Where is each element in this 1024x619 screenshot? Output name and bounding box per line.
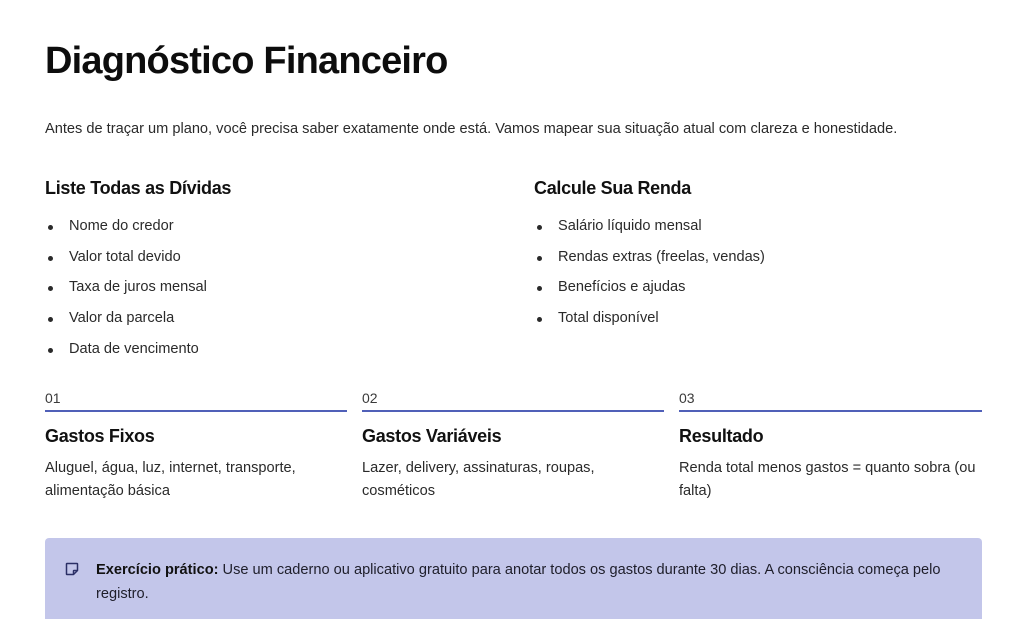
list-item bbox=[534, 218, 765, 249]
list-item bbox=[45, 341, 207, 372]
callout-text bbox=[96, 558, 956, 606]
list-item bbox=[45, 279, 207, 310]
step-divider bbox=[679, 410, 982, 412]
list-item bbox=[45, 249, 207, 280]
step-description: Renda total menos gastos = quanto sobra (ou falta) bbox=[679, 460, 976, 499]
list-item-label: Data de vencimento bbox=[69, 340, 199, 357]
step-number: 02 bbox=[362, 390, 378, 406]
bullet-icon bbox=[537, 286, 542, 291]
bullet-icon bbox=[537, 225, 542, 230]
callout-label: Exercício prático: bbox=[96, 562, 219, 578]
exercise-callout bbox=[45, 538, 982, 619]
debts-heading: Liste Todas as Dívidas bbox=[45, 178, 232, 198]
step-divider bbox=[362, 410, 664, 412]
step-description: Aluguel, água, luz, internet, transporte, alimentação básica bbox=[45, 460, 296, 499]
bullet-icon bbox=[48, 225, 53, 230]
step-title: Gastos Variáveis bbox=[362, 426, 502, 446]
list-item-label: Taxa de juros mensal bbox=[69, 279, 207, 296]
list-item bbox=[45, 310, 207, 341]
list-item-label: Salário líquido mensal bbox=[558, 218, 702, 234]
list-item bbox=[534, 249, 765, 280]
step-description: Lazer, delivery, assinaturas, roupas, cosméticos bbox=[362, 460, 595, 499]
list-item-label: Benefícios e ajudas bbox=[558, 279, 686, 296]
list-item bbox=[45, 218, 207, 249]
bullet-icon bbox=[537, 256, 542, 261]
step-number: 01 bbox=[45, 390, 61, 406]
list-item-label: Valor total devido bbox=[69, 248, 181, 265]
note-icon bbox=[65, 562, 79, 576]
list-item bbox=[534, 310, 765, 341]
list-item-label: Rendas extras (freelas, vendas) bbox=[558, 248, 765, 265]
list-item-label: Total disponível bbox=[558, 310, 659, 327]
bullet-icon bbox=[48, 256, 53, 261]
step-card-fixed-expenses bbox=[45, 388, 347, 503]
debts-list bbox=[45, 218, 207, 371]
step-title: Resultado bbox=[679, 426, 764, 446]
page-title: Diagnóstico Financeiro bbox=[45, 40, 448, 82]
step-number: 03 bbox=[679, 390, 695, 406]
step-card-variable-expenses bbox=[362, 388, 664, 503]
list-item-label: Nome do credor bbox=[69, 218, 174, 234]
step-divider bbox=[45, 410, 347, 412]
intro-paragraph: Antes de traçar um plano, você precisa saber exatamente onde está. Vamos mapear sua situação atual com clareza e honestidade. bbox=[45, 121, 898, 137]
income-section bbox=[534, 178, 974, 327]
list-item-label: Valor da parcela bbox=[69, 310, 175, 327]
step-title: Gastos Fixos bbox=[45, 426, 155, 446]
income-list bbox=[534, 218, 765, 341]
income-heading: Calcule Sua Renda bbox=[534, 178, 691, 198]
bullet-icon bbox=[48, 317, 53, 322]
list-item bbox=[534, 279, 765, 310]
bullet-icon bbox=[48, 286, 53, 291]
debts-section bbox=[45, 178, 485, 357]
bullet-icon bbox=[537, 317, 542, 322]
callout-body: Use um caderno ou aplicativo gratuito para anotar todos os gastos durante 30 dias. A consciência começa pelo registro. bbox=[96, 562, 941, 602]
bullet-icon bbox=[48, 348, 53, 353]
step-card-result bbox=[679, 388, 982, 503]
